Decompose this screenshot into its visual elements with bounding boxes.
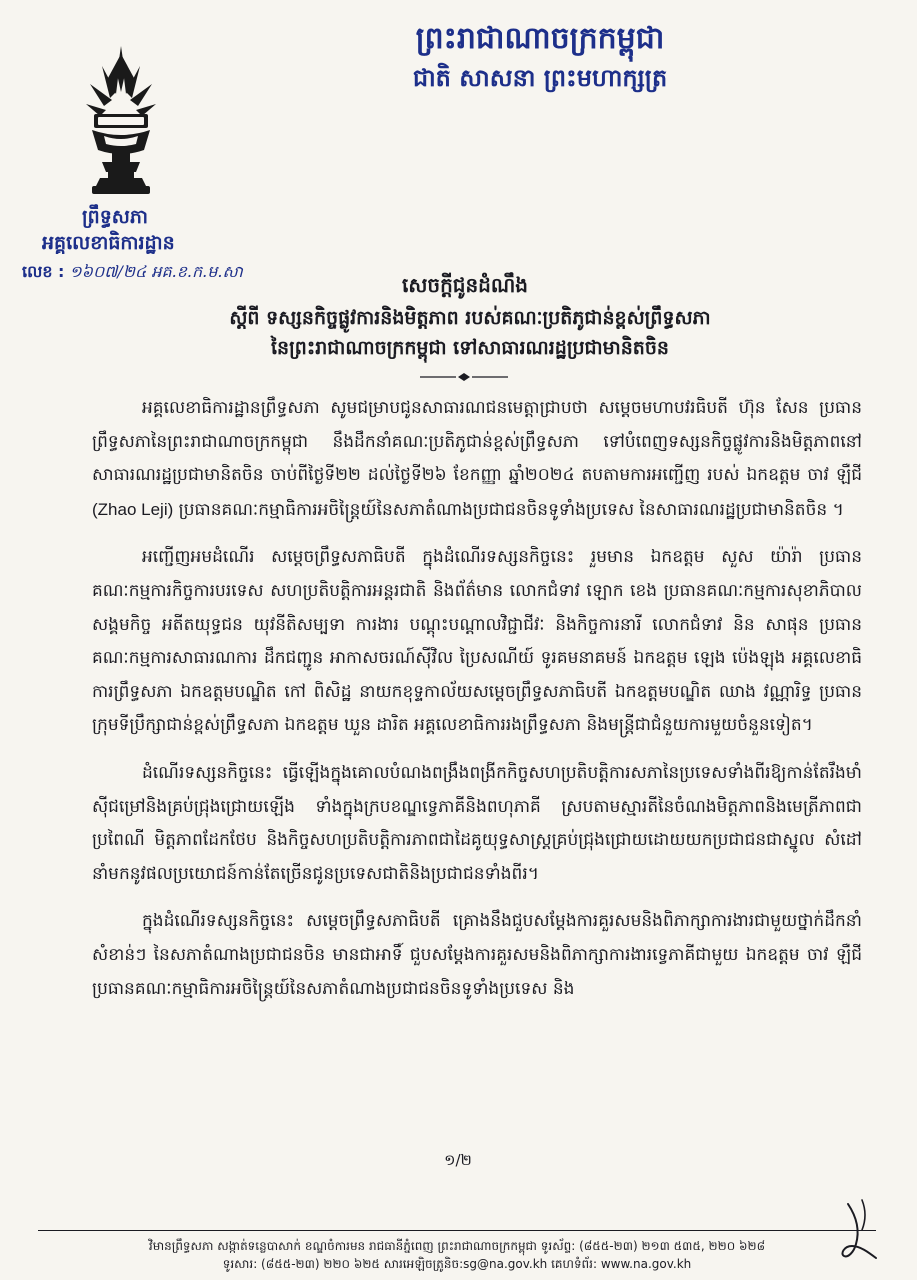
notice-body [92, 392, 862, 1020]
reference-label: លេខ : [22, 262, 65, 281]
paragraph-1-text-continued: ប្រធានគណៈកម្មាធិការអចិន្ត្រៃយ៍នៃសភាតំណាងប្រជាជនចិនទូទាំងប្រទេស នៃសាធារណរដ្ឋប្រជាមានិតចិន ។ [178, 499, 844, 520]
subject-line-2: នៃព្រះរាជាណាចក្រកម្ពុជា ទៅសាធារណរដ្ឋប្រជាមានិតចិន [271, 337, 669, 359]
page-number: ១/២ [444, 1151, 472, 1169]
document-title: សេចក្តីជូនដំណឹង [402, 273, 528, 297]
paragraph-1-text: អគ្គលេខាធិការដ្ឋានព្រឹទ្ធសភា សូមជម្រាបជូនសាធារណជនមេត្តាជ្រាបថា សម្តេចមហាបវរធិបតី ហ៊ុន សែន ប្រធានព្រឹទ្ធសភានៃព្រះរាជាណាចក្រកម្ពុជា នឹងដឹកនាំគណៈប្រតិភូជាន់ខ្ពស់ព្រឹទ្ធសភា ទៅបំពេញទស្សនកិច្ចផ្លូវការនិងមិត្តភាពនៅសាធារណរដ្ឋប្រជាមានិតចិន ចាប់ពីថ្ងៃទី២២ ដល់ថ្ងៃទី២៦ ខែកញ្ញា ឆ្នាំ២០២៤ តបតាមការអញ្ជើញ របស់ ឯកឧត្តម ចាវ ឡឺជី [92, 398, 862, 486]
initials-signature [826, 1196, 886, 1266]
body-paragraph: អញ្ជើញអមដំណើរ សម្តេចព្រឹទ្ធសភាធិបតី ក្នុងដំណើរទស្សនកិច្ចនេះ រួមមាន ឯកឧត្តម សួស យ៉ារ៉ា ប្រធានគណៈកម្មការកិច្ចការបរទេស សហប្រតិបត្តិការអន្តរជាតិ និងព័ត៌មាន លោកជំទាវ ឡោក ខេង ប្រធានគណៈកម្មការសុខាភិបាល សង្គមកិច្ច អតីតយុទ្ធជន យុវនីតិសម្បទា ការងារ បណ្តុះបណ្តាលវិជ្ជាជីវៈ និងកិច្ចការនារី លោកជំទាវ និន សាផុន ប្រធានគណៈកម្មការសាធារណការ ដឹកជញ្ជូន អាកាសចរណ៍ស៊ីវិល ប្រៃសណីយ៍ ទូរគមនាគមន៍ ឯកឧត្តម ឡេង ប៉េងឡុង អគ្គលេខាធិការព្រឹទ្ធសភា ឯកឧត្តមបណ្ឌិត កៅ ពិសិដ្ឋ នាយកខុទ្ទកាល័យសម្តេចព្រឹទ្ធសភាធិបតី ឯកឧត្តមបណ្ឌិត ឈាង វណ្ណារិទ្ធ ប្រធានក្រុមទីប្រឹក្សាជាន់ខ្ពស់ព្រឹទ្ធសភា ឯកឧត្តម ឃួន ដារិត អគ្គលេខាធិការរងព្រឹទ្ធសភា និងមន្ត្រីជាជំនួយការមួយចំនួនទៀត។ [92, 547, 862, 736]
senate-emblem-logo [82, 44, 160, 206]
subject-line-1: ស្តីពី ទស្សនកិច្ចផ្លូវការនិងមិត្តភាព របស់គណៈប្រតិភូជាន់ខ្ពស់ព្រឹទ្ធសភា [229, 307, 711, 329]
secretariat-name: អគ្គលេខាធិការដ្ឋាន [42, 232, 175, 254]
institution-name: ព្រឹទ្ធសភា [82, 206, 148, 228]
body-paragraph [92, 392, 862, 527]
footer-address: វិមានព្រឹទ្ធសភា សង្កាត់ទន្លេបាសាក់ ខណ្ឌចំការមន រាជធានីភ្នំពេញ ព្រះរាជាណាចក្រកម្ពុជា ទូរស័ព្ទ: (៨៥៥-២៣) ២១៣ ៥៣៥, ២២០ ៦២៨ [148, 1239, 766, 1253]
kingdom-name: ព្រះរាជាណាចក្រកម្ពុជា [415, 21, 665, 56]
footer-contact: ទូរសារ: (៨៥៥-២៣) ២២០ ៦២៥ សារអេឡិចត្រូនិច:sg@na.gov.kh គេហទំព័រ: www.na.gov.kh [222, 1257, 692, 1271]
body-paragraph: ដំណើរទស្សនកិច្ចនេះ ធ្វើឡើងក្នុងគោលបំណងពង្រឹងពង្រីកកិច្ចសហប្រតិបត្តិការសភានៃប្រទេសទាំងពីរឱ្យកាន់តែរឹងមាំ ស៊ីជម្រៅនិងគ្រប់ជ្រុងជ្រោយឡើង ទាំងក្នុងក្របខណ្ឌទ្វេភាគីនិងពហុភាគី ស្របតាមស្មារតីនៃចំណងមិត្តភាពនិងមេត្រីភាពជាប្រពៃណី មិត្តភាពដែកថែប និងកិច្ចសហប្រតិបត្តិការភាពជាដៃគូយុទ្ធសាស្ត្រគ្រប់ជ្រុងជ្រោយដោយយកប្រជាជនជាស្នូល សំដៅនាំមកនូវផលប្រយោជន៍កាន់តែច្រើនជូនប្រទេសជាតិនិងប្រជាជនទាំងពីរ។ [92, 762, 862, 884]
reference-value: ១៦០៧/២៤ អគ.ខ.ក.ម.សា [69, 262, 243, 281]
latin-name: (Zhao Leji) [92, 499, 174, 519]
national-motto: ជាតិ សាសនា ព្រះមហាក្សត្រ [412, 64, 668, 92]
footer-divider [38, 1230, 876, 1231]
title-divider-ornament [418, 372, 510, 382]
document-subject [150, 303, 790, 363]
body-paragraph: ក្នុងដំណើរទស្សនកិច្ចនេះ សម្តេចព្រឹទ្ធសភាធិបតី គ្រោងនឹងជួបសម្តែងការគួរសមនិងពិភាក្សាការងារជាមួយថ្នាក់ដឹកនាំសំខាន់ៗ នៃសភាតំណាងប្រជាជនចិន មានជាអាទិ៍ ជួបសម្តែងការគួរសមនិងពិភាក្សាការងារទ្វេភាគីជាមួយ ឯកឧត្តម ចាវ ឡឺជី ប្រធានគណៈកម្មាធិការអចិន្ត្រៃយ៍នៃសភាតំណាងប្រជាជនចិនទូទាំងប្រទេស និង [92, 911, 862, 999]
